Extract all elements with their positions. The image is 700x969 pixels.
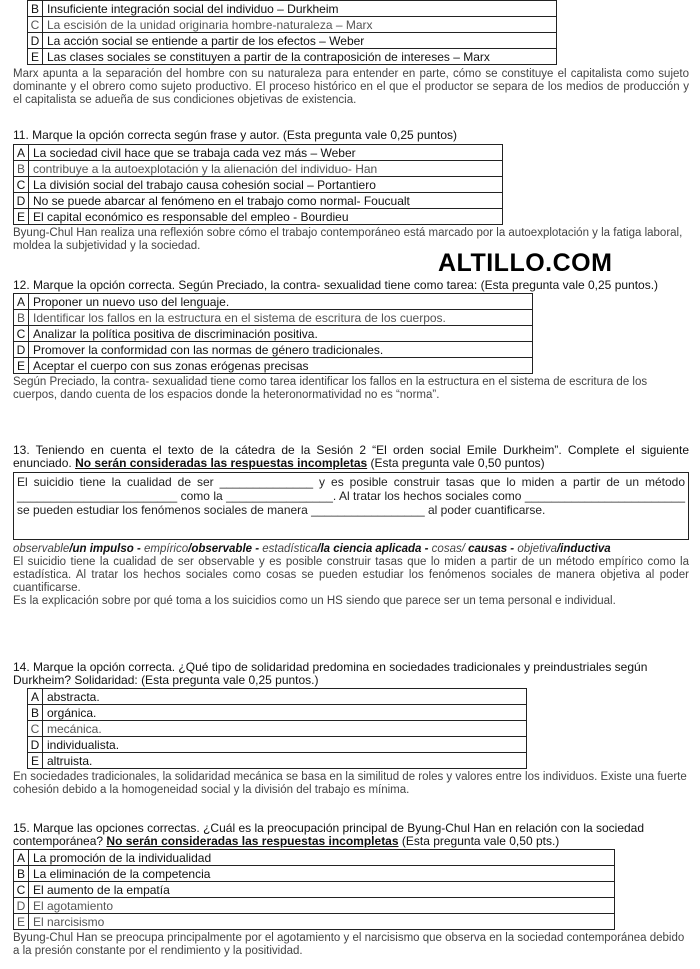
- option-text: Las clases sociales se constituyen a partir de la contraposición de intereses – Marx: [43, 49, 557, 65]
- question-15-points: (Esta pregunta vale 0,50 pts.): [398, 834, 560, 848]
- question-13-answers: [13, 543, 689, 556]
- option-letter: C: [14, 326, 29, 342]
- answer-fragment: /observable -: [188, 543, 263, 555]
- option-letter: C: [28, 721, 43, 737]
- answer-fragment: observable: [13, 543, 70, 555]
- option-text: Proponer un nuevo uso del lenguaje.: [29, 294, 533, 310]
- option-row[interactable]: [28, 1, 557, 17]
- question-12-block: [13, 279, 689, 402]
- option-letter: B: [28, 1, 43, 17]
- question-11-explanation: Byung-Chul Han realiza una reflexión sobre cómo el trabajo contemporáneo está marcado por la autoexplotación y la fatiga laboral, moldea la subjetividad y la sociedad.: [13, 227, 683, 252]
- option-text: La escisión de la unidad originaria hombre-naturaleza – Marx: [43, 17, 557, 33]
- question-13-text: [13, 444, 689, 470]
- question-15-prefix: 15. Marque las opciones correctas. ¿Cuál es la preocupación principal de Byung-Chul Han en relación con la sociedad contemporánea?: [13, 821, 645, 848]
- question-13-block: [13, 444, 689, 608]
- option-letter: C: [28, 17, 43, 33]
- question-12-text: 12. Marque la opción correcta. Según Preciado, la contra- sexualidad tiene como tarea: (Esta pregunta vale 0,25 puntos.): [13, 278, 659, 292]
- option-row[interactable]: [28, 689, 527, 705]
- question-12-options: [13, 293, 533, 374]
- option-text: El aumento de la empatía: [29, 882, 615, 898]
- question-11-text: 11. Marque la opción correcta según frase y autor. (Esta pregunta vale 0,25 puntos): [13, 128, 458, 142]
- question-14-text: 14. Marque la opción correcta. ¿Qué tipo de solidaridad predomina en sociedades tradicionales y preindustriales según Durkheim? Solidaridad: (Esta pregunta vale 0,25 puntos.): [13, 660, 648, 687]
- option-row[interactable]: [14, 866, 615, 882]
- option-text: Identificar los fallos en la estructura en el sistema de escritura de los cuerpos.: [29, 310, 533, 326]
- answer-fragment: /un impulso -: [69, 543, 145, 555]
- question-12-explanation: Según Preciado, la contra- sexualidad tiene como tarea identificar los fallos en la estructura en el sistema de escritura de los cuerpos, dando cuenta de los espacios donde la heteronormatividad no es “norma”.: [13, 376, 648, 401]
- question-10-options: [27, 0, 557, 65]
- option-letter: E: [28, 753, 43, 769]
- option-row[interactable]: [14, 898, 615, 914]
- option-row[interactable]: [14, 914, 615, 930]
- option-letter: E: [28, 49, 43, 65]
- option-letter: B: [14, 310, 29, 326]
- question-13-warning: No serán consideradas las respuestas incompletas: [75, 456, 368, 470]
- answer-fragment: empírico: [144, 543, 189, 555]
- option-text: Promover la conformidad con las normas de género tradicionales.: [29, 342, 533, 358]
- option-row[interactable]: [28, 753, 527, 769]
- option-text: La acción social se entiende a partir de los efectos – Weber: [43, 33, 557, 49]
- option-letter: D: [28, 737, 43, 753]
- option-letter: B: [14, 161, 29, 177]
- answer-fragment: causas -: [468, 543, 518, 555]
- option-text: El narcisismo: [29, 914, 615, 930]
- option-text: La eliminación de la competencia: [29, 866, 615, 882]
- question-15-options: [13, 849, 615, 930]
- option-text: El capital económico es responsable del empleo - Bourdieu: [29, 209, 503, 225]
- question-14-block: [13, 661, 689, 797]
- option-row[interactable]: [14, 310, 533, 326]
- option-text: La división social del trabajo causa cohesión social – Portantiero: [29, 177, 503, 193]
- option-row[interactable]: [14, 177, 503, 193]
- question-13-points: (Esta pregunta vale 0,50 puntos): [367, 456, 545, 470]
- question-13-prefix: 13. Teniendo en cuenta el texto de la cátedra de la Sesión 2 “El orden social Emile Durkheim”. Complete el siguiente enunciado.: [13, 443, 689, 470]
- option-letter: A: [14, 850, 29, 866]
- watermark-logo: ALTILLO.COM: [438, 249, 613, 277]
- question-14-explanation: En sociedades tradicionales, la solidaridad mecánica se basa en la similitud de roles y valores entre los individuos. Existe una fuerte cohesión debido a la homogeneidad social y la división del trabajo es mínima.: [13, 771, 687, 796]
- option-row[interactable]: [14, 850, 615, 866]
- option-letter: C: [14, 177, 29, 193]
- option-text: abstracta.: [43, 689, 527, 705]
- option-letter: A: [28, 689, 43, 705]
- option-letter: D: [14, 898, 29, 914]
- option-row[interactable]: [14, 358, 533, 374]
- option-text: El agotamiento: [29, 898, 615, 914]
- option-text: Insuficiente integración social del individuo – Durkheim: [43, 1, 557, 17]
- option-row[interactable]: [14, 882, 615, 898]
- option-row[interactable]: [28, 737, 527, 753]
- option-text: altruista.: [43, 753, 527, 769]
- option-letter: B: [28, 705, 43, 721]
- option-text: contribuye a la autoexplotación y la alienación del individuo- Han: [29, 161, 503, 177]
- fill-in-box[interactable]: [13, 472, 689, 540]
- option-row[interactable]: [14, 193, 503, 209]
- option-row[interactable]: [14, 326, 533, 342]
- fill-in-statement: El suicidio tiene la cualidad de ser ______________ y es posible construir tasas que lo miden a partir de un método ________________________ como la ________________. Al tratar los hechos sociales como ________________________ se pueden estudiar los fenómenos sociales de manera _________________ al poder cuantificarse.: [17, 475, 685, 517]
- question-11-options: [13, 144, 503, 225]
- question-13-explanation: El suicidio tiene la cualidad de ser observable y es posible construir tasas que lo miden a partir de un método empírico como la estadística. Al tratar los hechos sociales como cosas se pueden estudiar los fenómenos sociales de manera objetiva al poder cuantificarse.: [13, 556, 689, 594]
- question-15-warning: No serán consideradas las respuestas incompletas: [106, 834, 399, 848]
- question-13-explanation-2: Es la explicación sobre por qué toma a los suicidios como un HS siendo que parece ser un tema personal e individual.: [13, 595, 616, 607]
- answer-fragment: /inductiva: [556, 543, 611, 555]
- option-letter: E: [14, 914, 29, 930]
- option-text: Aceptar el cuerpo con sus zonas erógenas precisas: [29, 358, 533, 374]
- option-row[interactable]: [14, 294, 533, 310]
- option-letter: D: [14, 342, 29, 358]
- option-text: No se puede abarcar al fenómeno en el trabajo como normal- Foucualt: [29, 193, 503, 209]
- option-row[interactable]: [14, 209, 503, 225]
- answer-fragment: estadística: [262, 543, 318, 555]
- question-10-explanation: Marx apunta a la separación del hombre con su naturaleza para entender en parte, cómo se constituye el capitalista como sujeto dominante y el obrero como sujeto productivo. El proceso histórico en el que el productor se separa de los medios de producción y el capitalista se adueña de sus condiciones objetivas de existencia.: [13, 68, 689, 106]
- option-letter: D: [28, 33, 43, 49]
- option-text: orgánica.: [43, 705, 527, 721]
- option-row[interactable]: [28, 705, 527, 721]
- option-text: individualista.: [43, 737, 527, 753]
- answer-fragment: objetiva: [517, 543, 557, 555]
- answer-fragment: cosas/: [431, 543, 469, 555]
- option-row[interactable]: [28, 49, 557, 65]
- option-letter: C: [14, 882, 29, 898]
- question-15-text: [13, 822, 689, 848]
- option-letter: E: [14, 358, 29, 374]
- option-letter: D: [14, 193, 29, 209]
- option-letter: A: [14, 145, 29, 161]
- option-letter: B: [14, 866, 29, 882]
- option-row[interactable]: [14, 145, 503, 161]
- question-11-block: [13, 129, 689, 253]
- option-text: La sociedad civil hace que se trabaja cada vez más – Weber: [29, 145, 503, 161]
- option-row[interactable]: [28, 721, 527, 737]
- question-15-explanation: Byung-Chul Han se preocupa principalmente por el agotamiento y el narcisismo que observa en la sociedad contemporánea debido a la presión constante por el rendimiento y la positividad.: [13, 932, 685, 957]
- option-letter: A: [14, 294, 29, 310]
- option-letter: E: [14, 209, 29, 225]
- option-row[interactable]: [14, 161, 503, 177]
- question-10-block: [13, 0, 689, 107]
- option-row[interactable]: [14, 342, 533, 358]
- option-text: La promoción de la individualidad: [29, 850, 615, 866]
- option-text: mecánica.: [43, 721, 527, 737]
- question-15-block: [13, 822, 689, 958]
- question-14-options: [27, 688, 527, 769]
- option-row[interactable]: [28, 17, 557, 33]
- option-row[interactable]: [28, 33, 557, 49]
- option-text: Analizar la política positiva de discriminación positiva.: [29, 326, 533, 342]
- answer-fragment: /la ciencia aplicada -: [317, 543, 432, 555]
